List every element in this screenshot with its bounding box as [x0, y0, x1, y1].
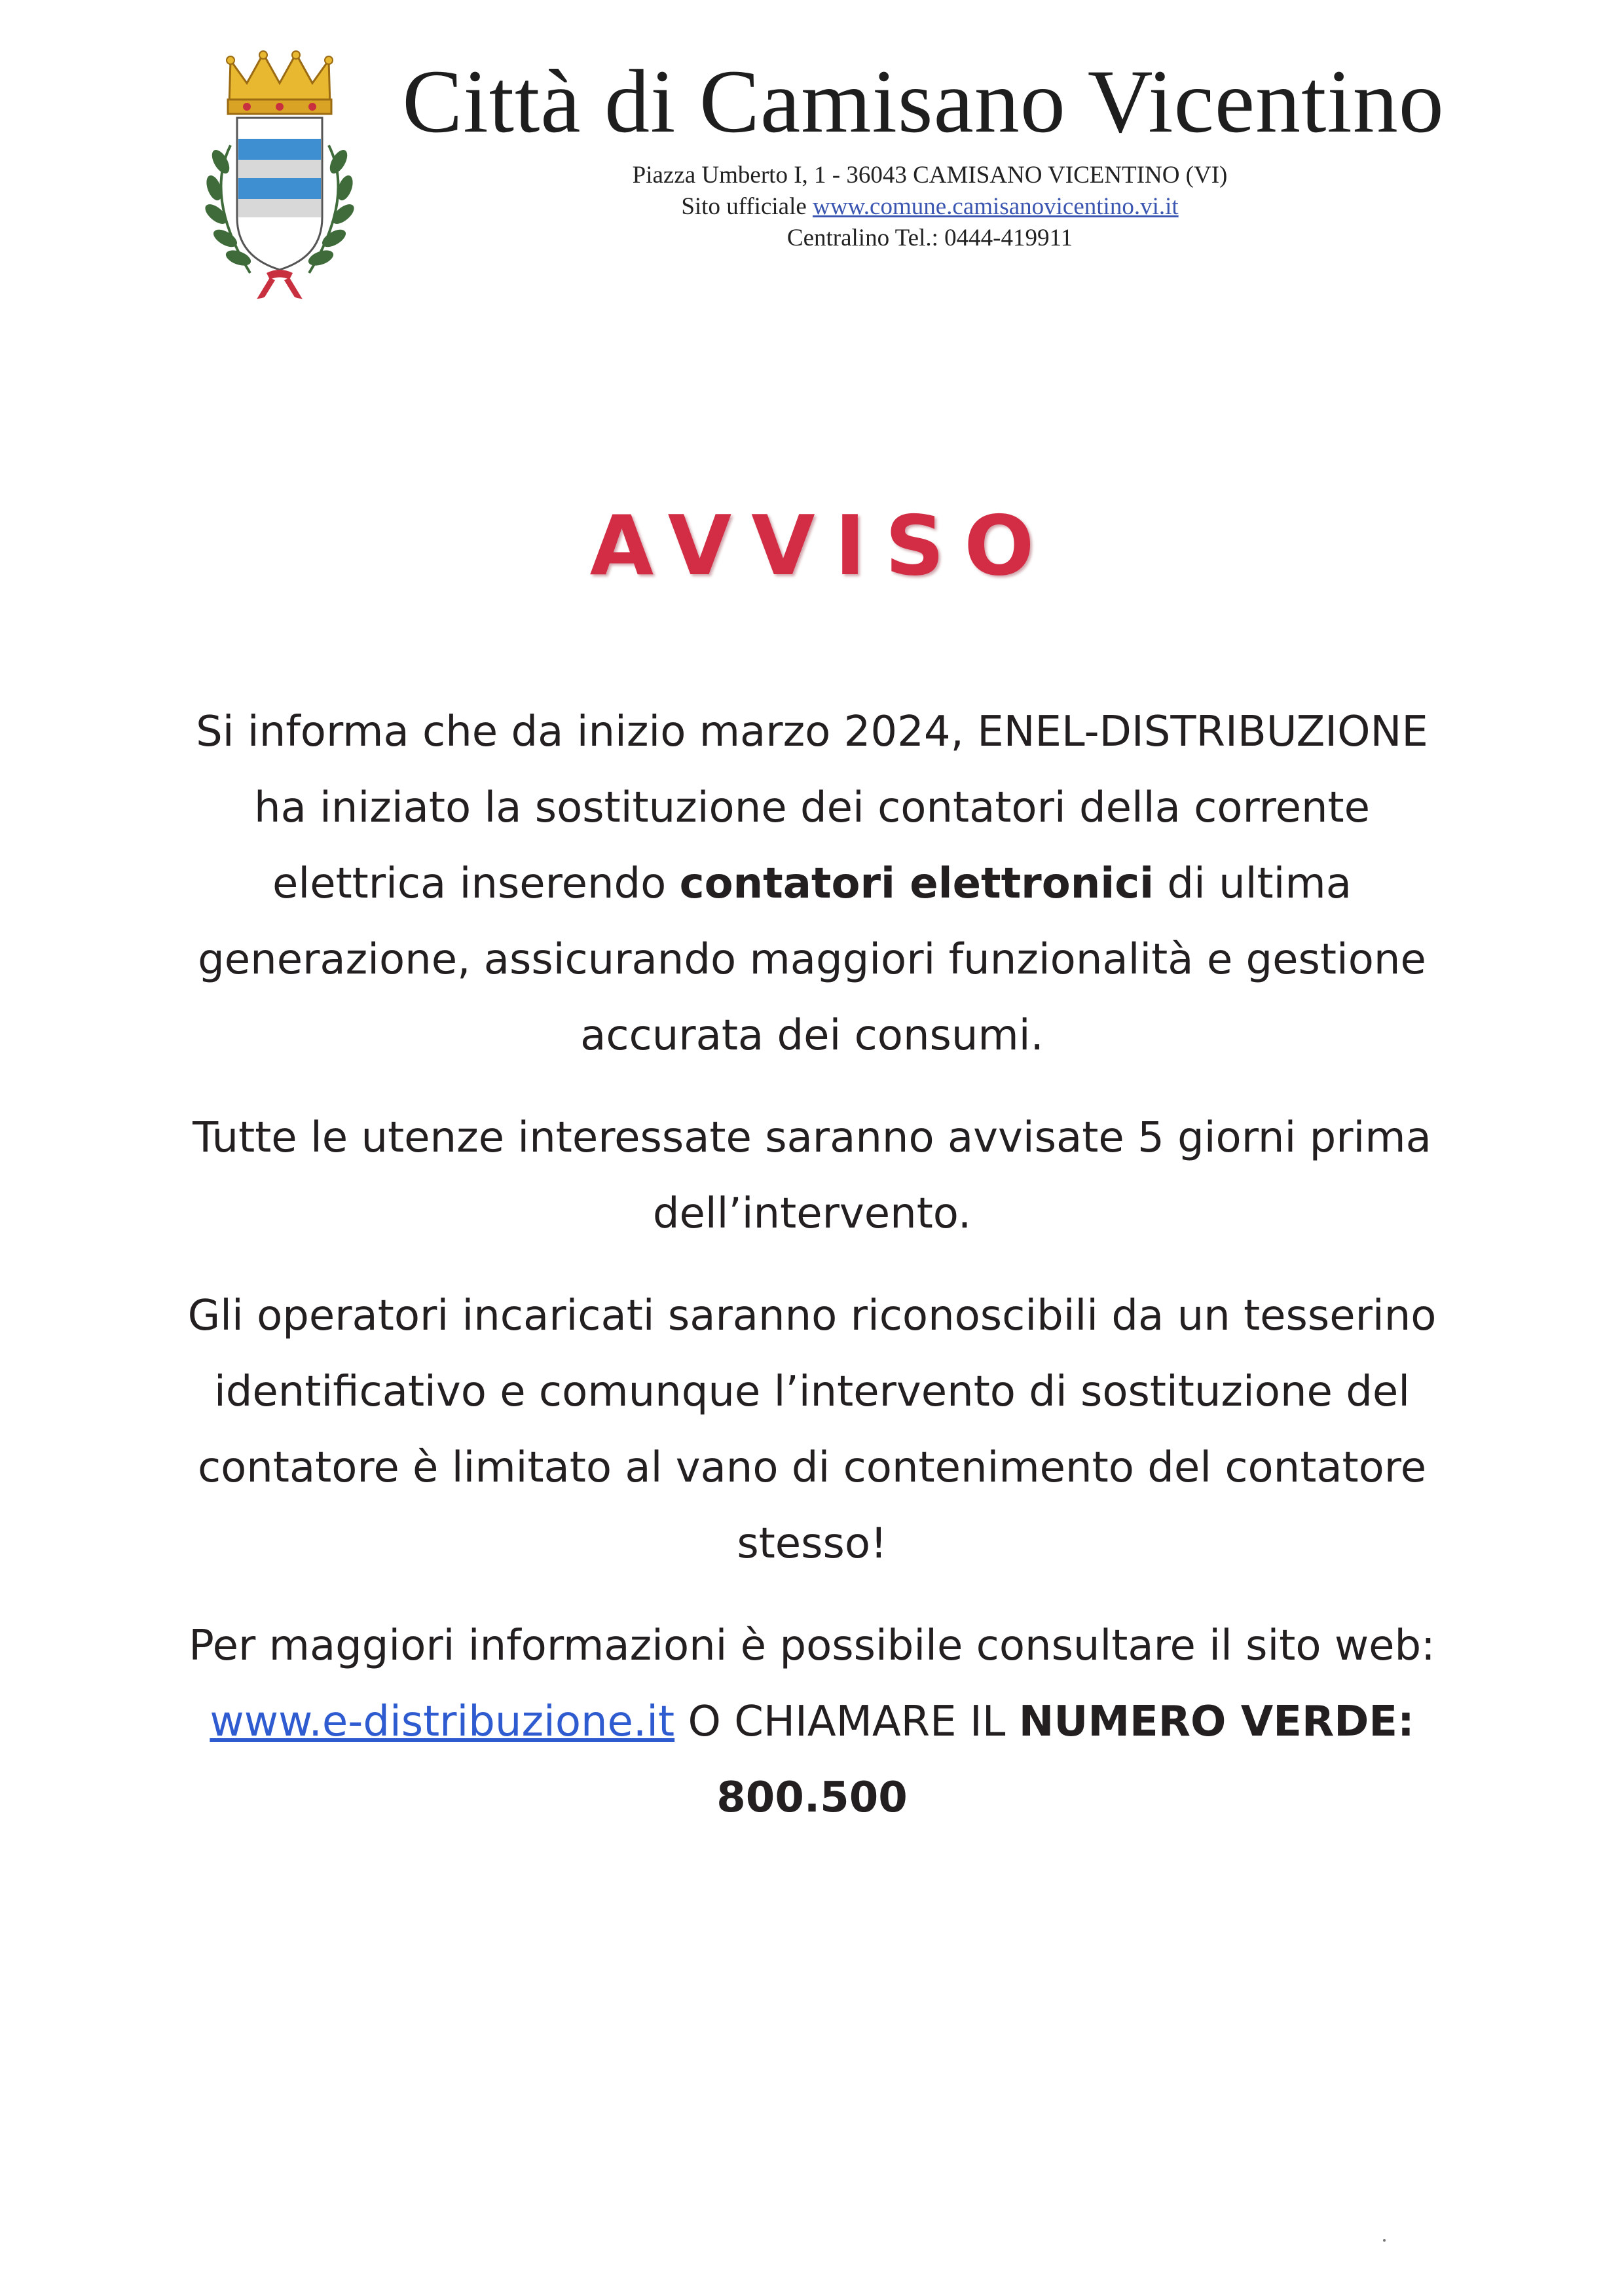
- e-distribuzione-link[interactable]: www.e-distribuzione.it: [210, 1698, 675, 1746]
- letterhead: [367, 52, 1480, 254]
- paragraph-3: Gli operatori incaricati saranno riconoscibili da un tesserino identificativo e comunque l’intervento di sostituzione del contatore è limitato al vano di contenimento del contatore stesso!: [187, 1292, 1437, 1568]
- notice-title: AVVISO: [589, 498, 1054, 594]
- coat-of-arms-icon: [185, 47, 375, 302]
- letterhead-details: [393, 160, 1467, 254]
- notice-body: [164, 694, 1460, 1862]
- paragraph-1: Si informa che da inizio marzo 2024, ENEL-DISTRIBUZIONE ha iniziato la sostituzione dei contatori della corrente elettrica inserendo contatori elettronici di ultima generazione, assicurando maggiori funzionalità e gestione accurata dei consumi.: [196, 708, 1428, 1060]
- city-title: Città di Camisano Vicentino: [402, 51, 1445, 151]
- phone-line: Centralino Tel.: 0444-419911: [786, 225, 1073, 251]
- site-line: [393, 191, 1467, 223]
- toll-free-number: NUMERO VERDE: 800.500: [716, 1698, 1414, 1822]
- crown-icon: [227, 51, 333, 114]
- ribbon-icon: [257, 270, 303, 299]
- paragraph-2: Tutte le utenze interessate saranno avvisate 5 giorni prima dell’intervento.: [193, 1114, 1431, 1238]
- scan-speck: [1383, 2239, 1386, 2242]
- address-line: Piazza Umberto I, 1 - 36043 CAMISANO VICENTINO (VI): [632, 162, 1228, 189]
- paragraph-4: Per maggiori informazioni è possibile consultare il sito web: www.e-distribuzione.it O CHIAMARE IL NUMERO VERDE: 800.500: [189, 1622, 1435, 1822]
- site-label: Sito ufficiale: [681, 193, 807, 220]
- shield-icon: [237, 118, 322, 270]
- bold-meters: contatori elettronici: [679, 860, 1154, 908]
- official-site-link[interactable]: www.comune.camisanovicentino.vi.it: [813, 193, 1179, 220]
